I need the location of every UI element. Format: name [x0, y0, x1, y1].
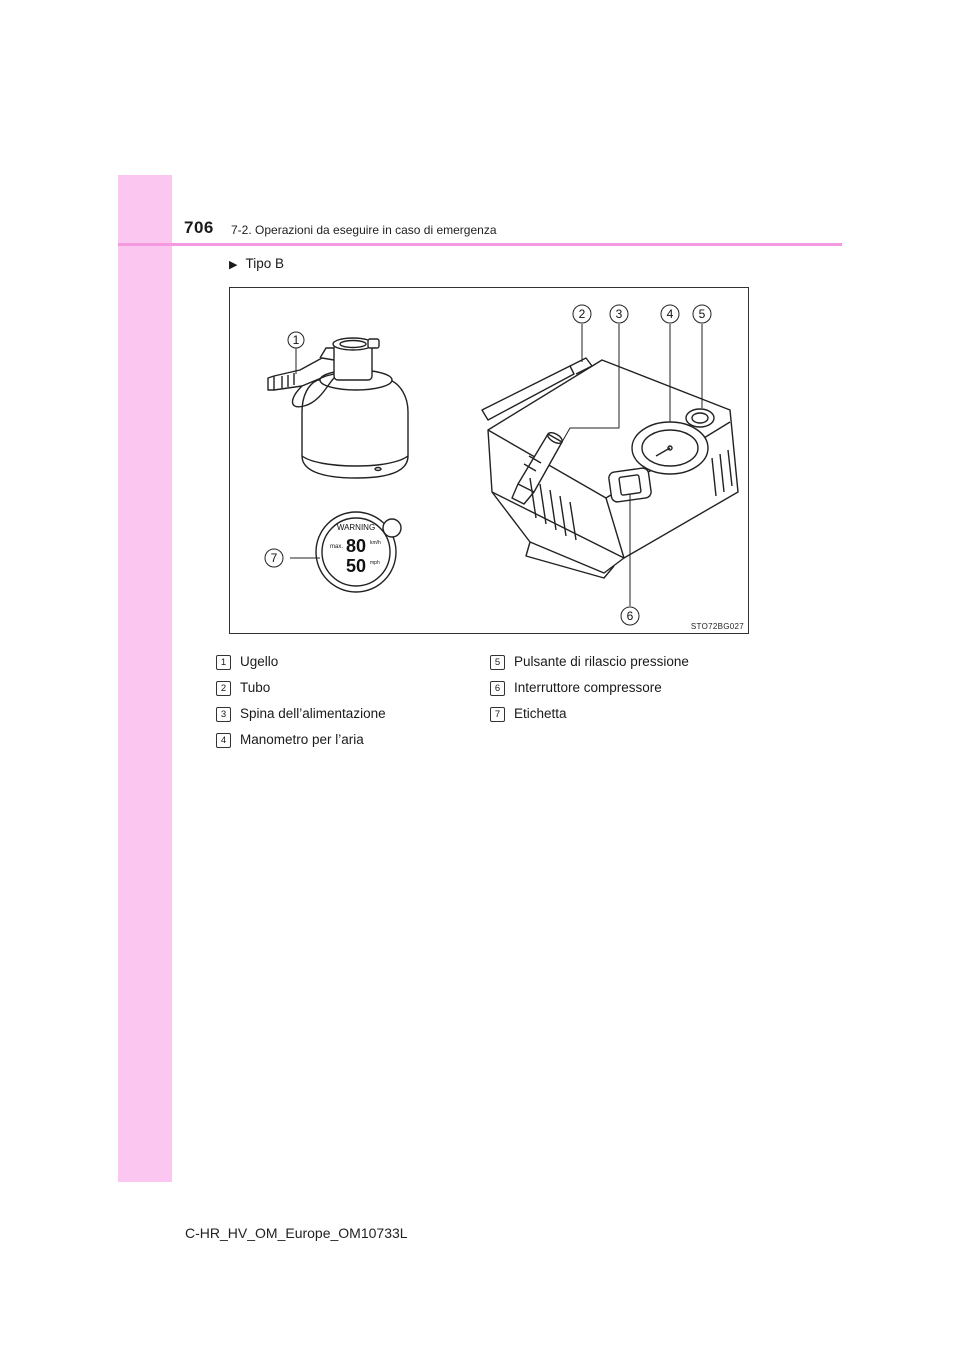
sticker-speed-kmh: 80 [345, 536, 367, 556]
legend-number: 5 [490, 655, 505, 670]
repair-kit-drawing [230, 288, 748, 633]
legend-label: Etichetta [514, 706, 567, 721]
legend-label: Tubo [240, 680, 271, 695]
legend-item-6 [490, 680, 662, 698]
legend-item-5 [490, 654, 689, 672]
sticker-title: WARNING [336, 523, 376, 532]
legend-item-3 [216, 706, 386, 724]
document-reference: C-HR_HV_OM_Europe_OM10733L [185, 1225, 408, 1241]
callout-7 [265, 549, 283, 567]
sticker-unit-kmh: km/h [370, 540, 381, 546]
legend-item-4 [216, 732, 364, 750]
sticker-speed-mph: 50 [345, 556, 367, 576]
subheading [229, 256, 284, 271]
svg-text:7: 7 [270, 551, 278, 565]
callout-3 [610, 305, 628, 323]
legend-number: 2 [216, 681, 231, 696]
svg-text:2: 2 [578, 307, 586, 321]
legend-item-7 [490, 706, 567, 724]
figure-code: STO72BG027 [690, 622, 744, 631]
legend-label: Spina dell’alimentazione [240, 706, 386, 721]
callout-1 [288, 332, 304, 348]
legend-label: Interruttore compressore [514, 680, 662, 695]
callout-5 [693, 305, 711, 323]
svg-text:4: 4 [666, 307, 674, 321]
callout-2 [573, 305, 591, 323]
callout-6 [621, 607, 639, 625]
legend-number: 6 [490, 681, 505, 696]
compressor-drawing [482, 358, 738, 578]
legend-number: 1 [216, 655, 231, 670]
page-number: 706 [184, 218, 214, 237]
sealant-bottle-drawing [268, 338, 408, 478]
legend-item-2 [216, 680, 270, 698]
svg-text:3: 3 [615, 307, 623, 321]
subheading-text: Tipo B [245, 256, 284, 271]
header-divider [118, 243, 842, 246]
legend-number: 3 [216, 707, 231, 722]
repair-kit-illustration [229, 287, 749, 634]
svg-text:5: 5 [698, 307, 706, 321]
legend-label: Ugello [240, 654, 279, 669]
sticker-max: max. [330, 544, 344, 550]
callout-4 [661, 305, 679, 323]
legend-label: Manometro per l’aria [240, 732, 364, 747]
legend-number: 7 [490, 707, 505, 722]
side-tab-band [118, 175, 172, 1182]
legend-label: Pulsante di rilascio pressione [514, 654, 689, 669]
svg-text:1: 1 [292, 333, 300, 347]
triangle-right-icon: ▶ [229, 259, 238, 271]
svg-text:6: 6 [626, 609, 634, 623]
legend-item-1 [216, 654, 278, 672]
sticker-unit-mph: mph [370, 560, 380, 566]
legend-number: 4 [216, 733, 231, 748]
section-title: 7-2. Operazioni da eseguire in caso di emergenza [231, 223, 497, 237]
